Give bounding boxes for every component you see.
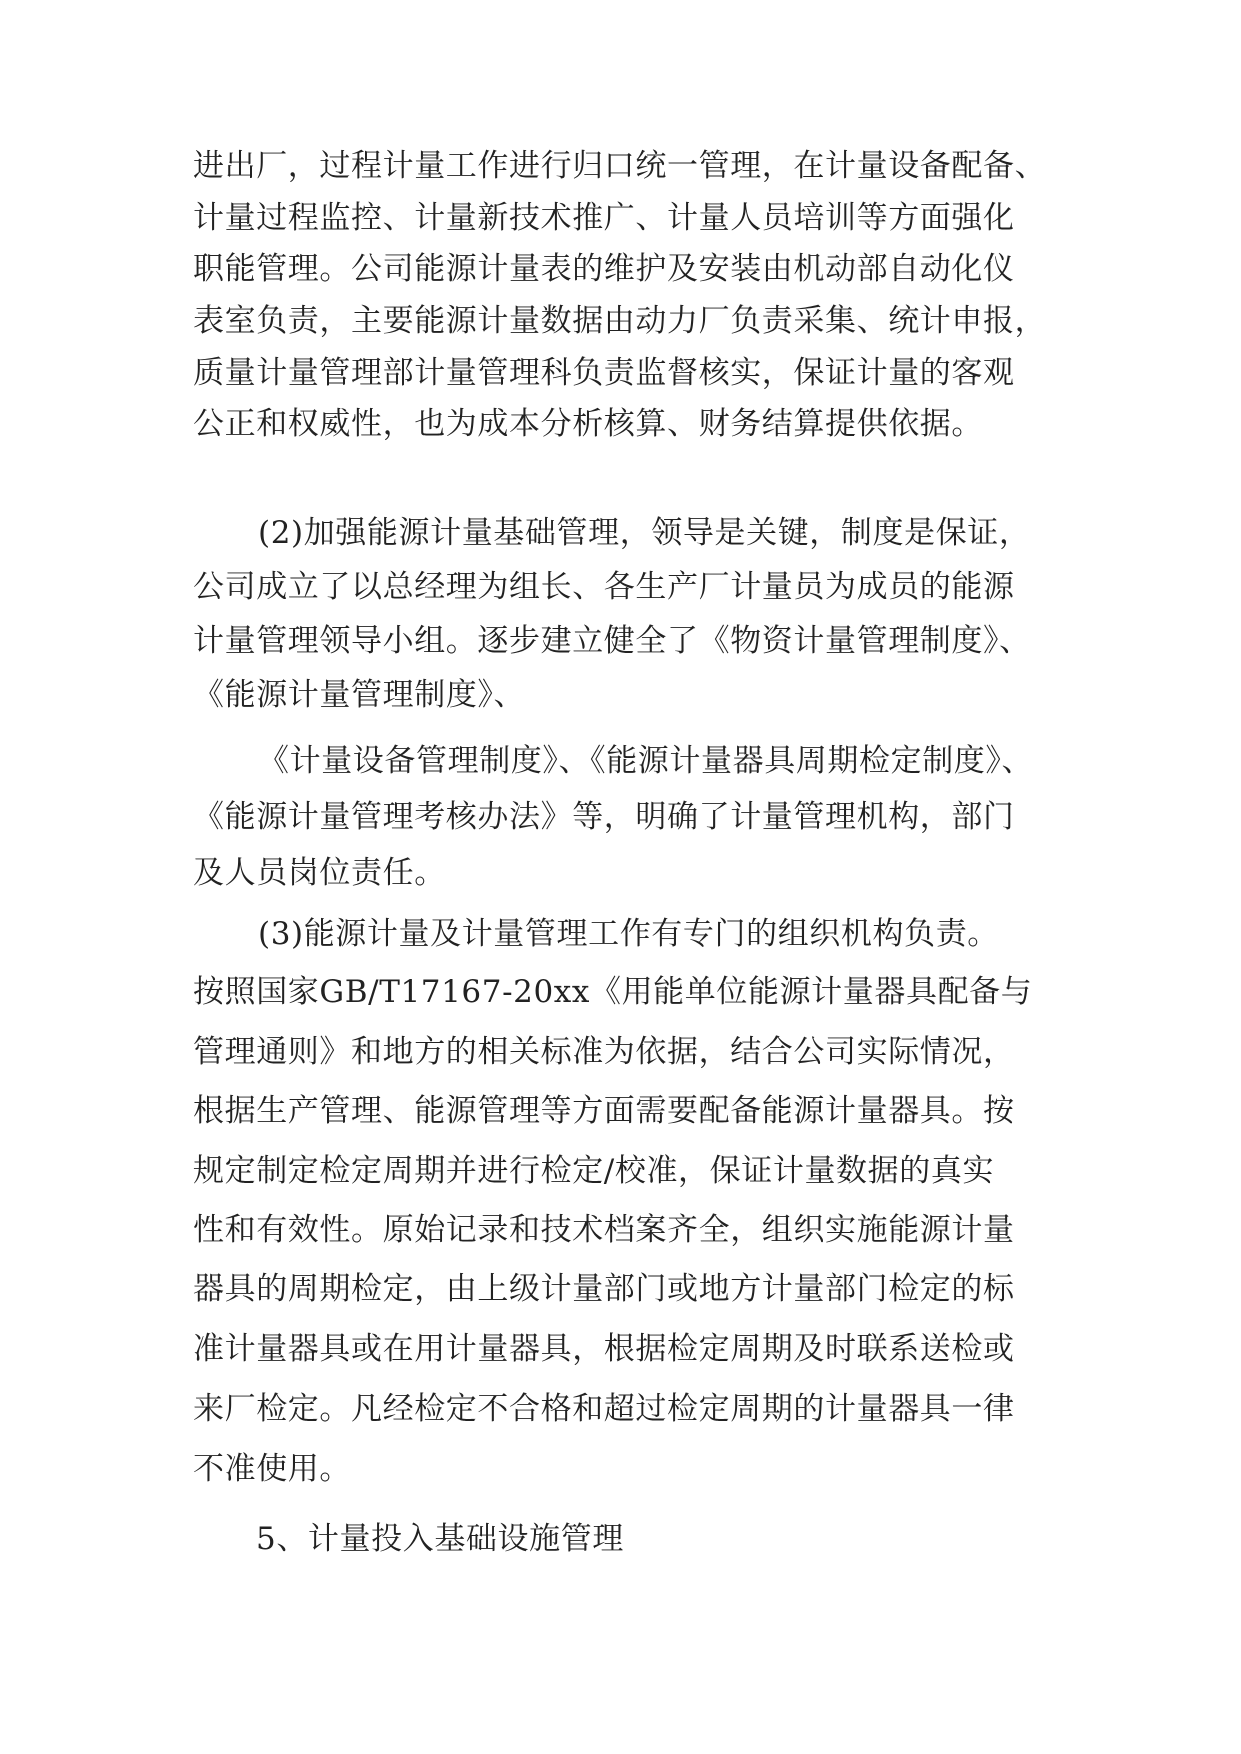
text-line: 公司成立了以总经理为组长、各生产厂计量员为成员的能源 xyxy=(193,569,1015,605)
text-line: 根据生产管理、能源管理等方面需要配备能源计量器具。按 xyxy=(193,1093,1015,1129)
text-line: 按照国家GB/T17167-20xx《用能单位能源计量器具配备与 xyxy=(193,974,1033,1010)
text-line: 《能源计量管理考核办法》等，明确了计量管理机构，部门 xyxy=(193,799,1015,835)
text-line: 规定制定检定周期并进行检定/校准，保证计量数据的真实 xyxy=(193,1153,995,1189)
text-line: 质量计量管理部计量管理科负责监督核实，保证计量的客观 xyxy=(193,355,1015,391)
text-line: 职能管理。公司能源计量表的维护及安装由机动部自动化仪 xyxy=(193,251,1015,287)
text-line: 性和有效性。原始记录和技术档案齐全，组织实施能源计量 xyxy=(193,1212,1015,1248)
text-line: 及人员岗位责任。 xyxy=(193,855,446,891)
text-line: 公正和权威性，也为成本分析核算、财务结算提供依据。 xyxy=(193,406,983,442)
text-line: 《计量设备管理制度》、《能源计量器具周期检定制度》、 xyxy=(258,743,1034,779)
text-line: 准计量器具或在用计量器具，根据检定周期及时联系送检或 xyxy=(193,1331,1015,1367)
text-line: 器具的周期检定，由上级计量部门或地方计量部门检定的标 xyxy=(193,1271,1015,1307)
text-line: (2)加强能源计量基础管理，领导是关键，制度是保证， xyxy=(258,515,1031,551)
text-line: (3)能源计量及计量管理工作有专门的组织机构负责。 xyxy=(258,916,999,952)
text-line: 《能源计量管理制度》、 xyxy=(193,677,526,713)
text-line: 计量过程监控、计量新技术推广、计量人员培训等方面强化 xyxy=(193,200,1015,236)
text-line: 表室负责，主要能源计量数据由动力厂负责采集、统计申报， xyxy=(193,303,1047,339)
text-line: 来厂检定。凡经检定不合格和超过检定周期的计量器具一律 xyxy=(193,1391,1015,1427)
text-line: 进出厂，过程计量工作进行归口统一管理，在计量设备配备、 xyxy=(193,148,1047,184)
text-line: 计量管理领导小组。逐步建立健全了《物资计量管理制度》、 xyxy=(193,623,1031,659)
text-line: 管理通则》和地方的相关标准为依据，结合公司实际情况， xyxy=(193,1034,1015,1070)
section-heading: 5、计量投入基础设施管理 xyxy=(256,1521,624,1557)
text-line: 不准使用。 xyxy=(193,1451,351,1487)
